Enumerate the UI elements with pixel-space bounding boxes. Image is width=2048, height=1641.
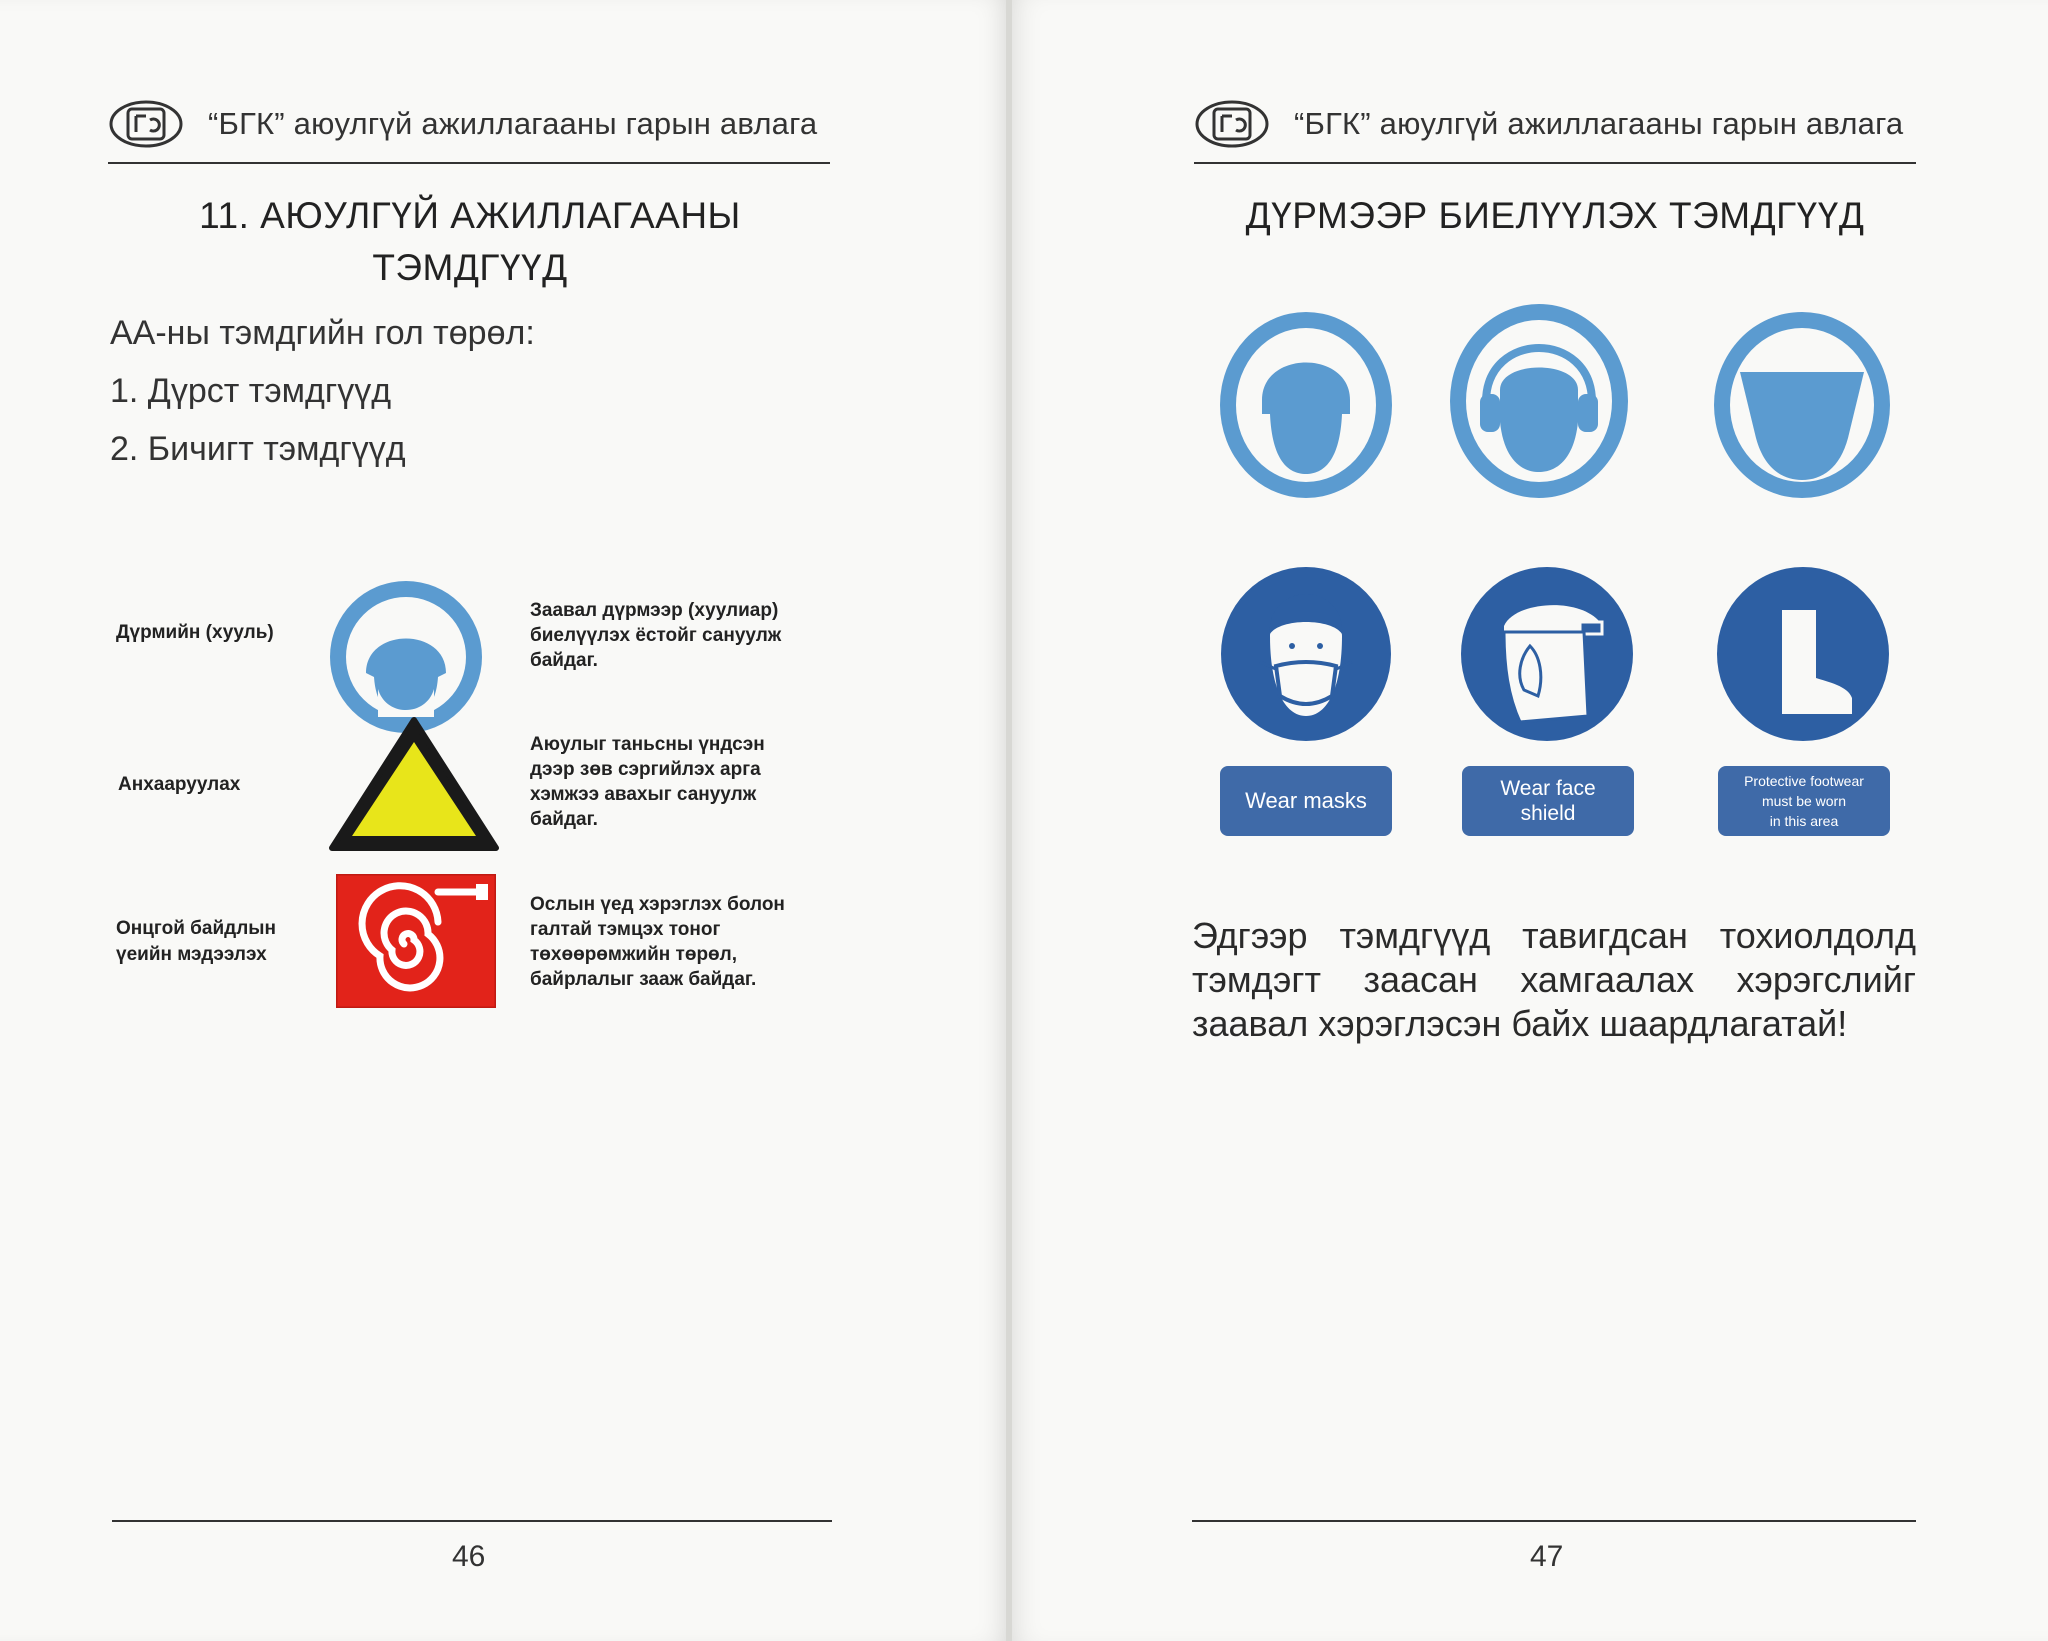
row-desc-line: байдаг. [530, 809, 598, 830]
row-label-line: Дүрмийн (хууль) [116, 622, 274, 643]
right-header [1194, 98, 1903, 150]
row-label-line: үеийн мэдээлэх [116, 944, 267, 965]
wear-masks-caption [1220, 766, 1392, 836]
row-desc-line: биелүүлэх ёстойг сануулж [530, 625, 782, 646]
visor-icon [1712, 310, 1892, 500]
title-line-1: 11. АЮУЛГҮЙ АЖИЛЛАГААНЫ [199, 195, 741, 236]
row-label-line: Онцгой байдлын [116, 918, 276, 939]
row-label [118, 772, 240, 798]
intro-text: АА-ны тэмдгийн гол төрөл: [110, 314, 535, 352]
bgk-logo-icon [108, 98, 184, 150]
row-label [116, 916, 276, 968]
page-number: 47 [1530, 1540, 1564, 1573]
title-line-2: ТЭМДГҮҮД [372, 247, 568, 288]
row-description [530, 598, 830, 673]
footer-rule [112, 1520, 832, 1522]
row-description [530, 732, 830, 832]
warning-triangle-icon [328, 716, 500, 852]
row-desc-line: дээр зөв сэргийлэх арга [530, 759, 761, 780]
header-title: “БГК” аюулгүй ажиллагааны гарын авлага [1294, 106, 1904, 141]
right-page [1012, 0, 2048, 1641]
left-header [108, 98, 817, 150]
header-title: “БГК” аюулгүй ажиллагааны гарын авлага [208, 106, 818, 141]
face-shield-icon [1460, 566, 1634, 742]
row-label-line: Анхааруулах [118, 774, 241, 795]
header-rule [108, 162, 830, 164]
face-mask-icon [1220, 566, 1392, 742]
left-page [0, 0, 1008, 1641]
caption-line: must be worn [1761, 793, 1847, 809]
list-item: 2. Бичигт тэмдгүүд [110, 430, 406, 468]
instruction-paragraph: Эдгээр тэмдгүүд тавигдсан тохиолдолд тэмдэгт заасан хамгаалах хэрэгслийг заавал хэрэглэсэн байх шаардлагатай! [1192, 915, 1916, 1044]
page-title [110, 190, 830, 294]
page-title: ДҮРМЭЭР БИЕЛҮҮЛЭХ ТЭМДГҮҮД [1245, 195, 1865, 236]
fire-hose-icon [336, 874, 496, 1008]
footer-rule [1192, 1520, 1916, 1522]
protective-footwear-caption [1718, 766, 1890, 836]
caption-line: Wear face [1500, 777, 1596, 800]
hard-hat-icon [1218, 310, 1394, 500]
list-item: 1. Дүрст тэмдгүүд [110, 372, 392, 410]
page-number: 46 [452, 1540, 486, 1573]
header-rule [1194, 162, 1916, 164]
row-desc-line: хэмжээ авахыг сануулж [530, 784, 757, 805]
wear-face-shield-caption [1462, 766, 1634, 836]
caption-line: in this area [1769, 813, 1839, 829]
safety-boot-icon [1716, 566, 1890, 742]
row-desc-line: төхөөрөмжийн төрөл, [530, 944, 738, 965]
caption-line: shield [1520, 802, 1576, 825]
row-desc-line: байрлалыг зааж байдаг. [530, 969, 757, 990]
caption-line: Protective footwear [1744, 773, 1864, 789]
mandatory-head-icon [326, 577, 486, 737]
row-desc-line: Заавал дүрмээр (хуулиар) [530, 600, 779, 621]
row-desc-line: галтай тэмцэх тоног [530, 919, 721, 940]
row-label [116, 620, 274, 646]
row-desc-line: байдаг. [530, 650, 598, 671]
row-desc-line: Ослын үед хэрэглэх болон [530, 894, 785, 915]
ear-protection-icon [1448, 302, 1630, 500]
row-description [530, 892, 830, 992]
caption-line: Wear masks [1245, 788, 1367, 813]
row-desc-line: Аюулыг таньсны үндсэн [530, 734, 765, 755]
bgk-logo-icon [1194, 98, 1270, 150]
